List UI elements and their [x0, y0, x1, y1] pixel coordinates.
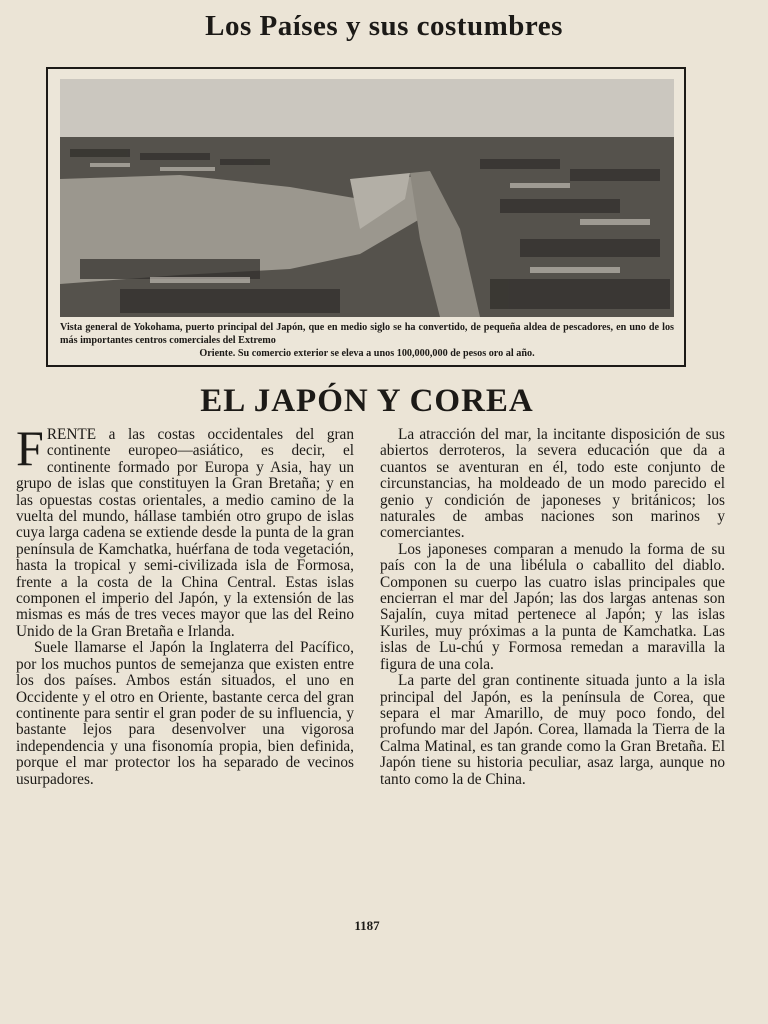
paragraph: La parte del gran continente situada junto a la isla principal del Japón, es la península de Corea, que separa el mar Amarillo, de muy poco fondo, del profundo mar del Japón. Corea, llamada la Tierra de la Calma Matinal, es tan grande como la Gran Bretaña. El Japón tiene su historia peculiar, asaz larga, aunque no tanto como la de China.	[380, 672, 725, 788]
right-column	[380, 427, 725, 788]
left-column	[16, 420, 354, 788]
drop-cap: F	[16, 420, 44, 476]
photo-figure	[46, 67, 686, 367]
article-title: EL JAPÓN Y COREA	[200, 383, 534, 419]
paragraph: La atracción del mar, la incitante disposición de sus abiertos derroteros, la severa educación que da a cuantos se aventuran en él, todo este conjunto de circunstancias, ha moldeado de un modo parecido el genio y condición de japoneses y británicos; los naturales de ambas naciones son marinos y comerciantes.	[380, 426, 725, 542]
paragraph-text: RENTE a las costas occidentales del gran continente europeo—asiático, es decir, el continente formado por Europa y Asia, hay un grupo de islas que constituyen la Gran Bretaña; y en las opuestas costas orientales, a medio camino de la vuelta del mundo, hállase también otro grupo de islas cuya larga cadena se extiende desde la punta de la gran península de Kamchatka, huérfana de toda vegetación, hasta la tropical y semi-civilizada isla de Formosa, frente a la costa de la China Central. Estas islas componen el imperio del Japón, y la extensión de las mismas es más de tres veces mayor que las del Reino Unido de la Gran Bretaña e Irlanda.	[16, 426, 354, 640]
page-number: 1187	[354, 918, 380, 933]
figure-caption	[60, 321, 674, 360]
yokohama-photo	[60, 79, 674, 317]
caption-text-end: Oriente. Su comercio exterior se eleva a unos 100,000,000 de pesos oro al año.	[199, 348, 535, 359]
harbor-panorama-illustration	[60, 79, 674, 317]
running-title: Los Países y sus costumbres	[205, 10, 563, 42]
paragraph: Los japoneses comparan a menudo la forma de su país con la de una libélula o caballito del diablo. Componen su cuerpo las cuatro islas principales que encierran el mar del Japón; las dos largas antenas son Sajalín, cuya mitad pertenece al Japón; y las islas Kuriles, muy próximas a la punta de Kamchatka. Las islas de Lu-chú y Formosa remedan a maravilla la figura de una cola.	[380, 540, 725, 673]
paragraph: Suele llamarse el Japón la Inglaterra del Pacífico, por los muchos puntos de semejanza que existen entre los dos países. Ambos están situados, el uno en Occidente y el otro en Oriente, bastante cerca del gran continente para sentir el gran poder de su influencia, y bastante lejos para desenvolver una vigorosa independencia y una fisonomía propia, bien definida, porque el mar protector los ha separado de vecinos usurpadores.	[16, 639, 354, 788]
paragraph	[16, 420, 354, 640]
caption-text: Vista general de Yokohama, puerto principal del Japón, que en medio siglo se ha convertido, de pequeña aldea de pescadores, en uno de los más importantes centros comerciales del Extremo	[60, 322, 674, 346]
